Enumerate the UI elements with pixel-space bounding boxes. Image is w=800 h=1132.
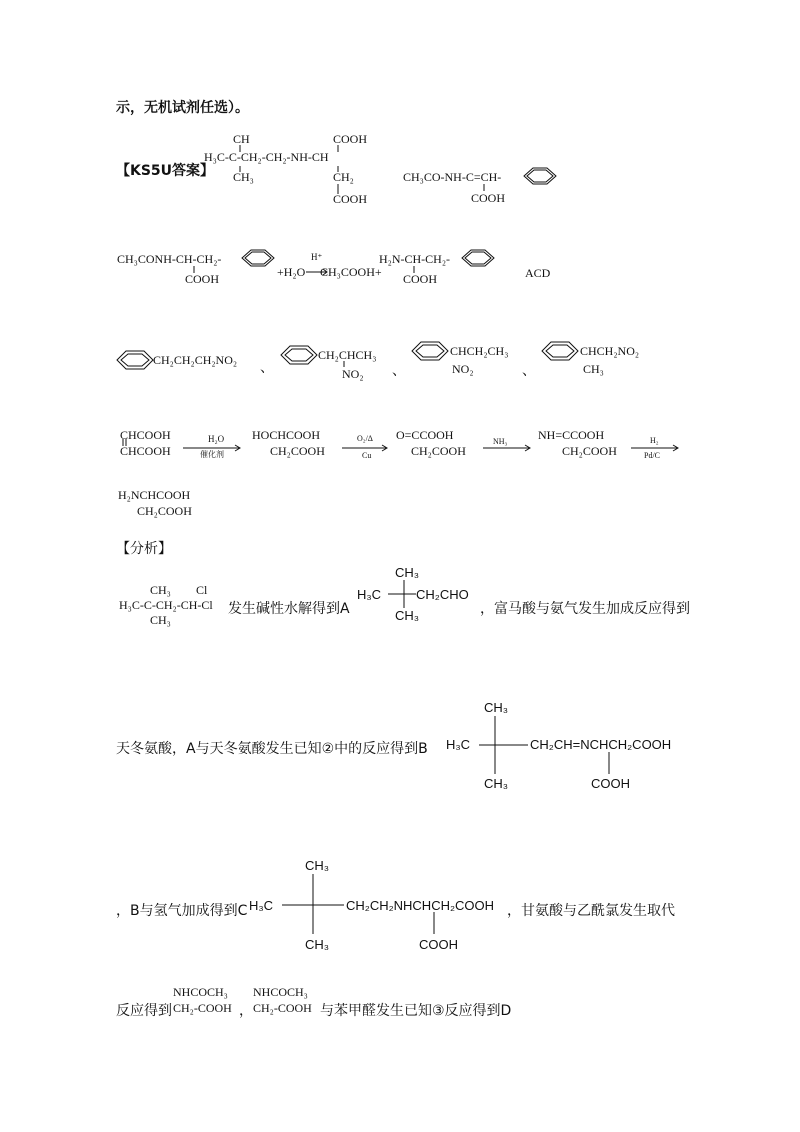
product-bonds <box>400 242 500 280</box>
separator: 、 <box>260 360 274 376</box>
answer-choice: ACD <box>525 266 551 280</box>
a3-text: ，B与氢气加成得到C <box>116 903 248 919</box>
a1-struct-bottom: CH₃ <box>150 613 171 627</box>
arrow-1-top: H₂O <box>208 434 225 444</box>
struct-b-main-chain: H₃C-C-CH₂-CH₂-NH-CH <box>204 150 329 164</box>
frag2-bottom: CH₂-COOH <box>253 1001 312 1015</box>
struct-b2-cooh: COOH <box>591 776 630 791</box>
a1-text: 发生碱性水解得到A <box>228 601 350 617</box>
synth-5-top: H₂NCHCOOH <box>118 488 191 502</box>
reaction-arrow-icon <box>482 444 534 452</box>
benzene-ring-icon <box>115 348 157 372</box>
arrow-4-bottom: Pd/C <box>644 451 661 460</box>
struct-d-bonds <box>470 160 560 200</box>
isomer-2-bottom: NO₂ <box>342 367 364 381</box>
struct-b2-bonds <box>476 714 626 778</box>
frag1-top: NHCOCH₃ <box>173 985 228 999</box>
a4-text: 反应得到 <box>116 1003 172 1019</box>
reactant-cooh: COOH <box>185 272 220 286</box>
a1-struct-middle: H₃C-C-CH₂-CH-Cl <box>119 598 213 612</box>
struct-b2-bottom: CH₃ <box>484 776 509 791</box>
separator: 、 <box>522 363 536 379</box>
struct-a-bonds <box>380 578 420 612</box>
a4-tail: 与苯甲醛发生已知③反应得到D <box>320 1003 512 1019</box>
struct-a-top: CH₃ <box>395 565 420 580</box>
struct-c-cooh: COOH <box>419 937 458 952</box>
struct-b2-right: CH₂CH=NCHCH₂COOH <box>530 737 672 752</box>
a3-tail: ，甘氨酸与乙酰氯发生取代 <box>507 903 675 919</box>
struct-c-bonds <box>270 872 470 938</box>
struct-a-left: H₃C <box>357 587 382 602</box>
separator: 、 <box>392 363 406 379</box>
struct-d-chain: CH₃CO-NH-C=CH- <box>403 170 502 184</box>
struct-b2-top: CH₃ <box>484 700 509 715</box>
analysis-tag: 【分析】 <box>116 541 172 557</box>
synth-2-top: HOCHCOOH <box>252 428 321 442</box>
benzene-ring-icon <box>410 339 452 363</box>
isomer-2-top: CH₂CHCH₃ <box>318 348 377 362</box>
synth-4-bottom: CH₂COOH <box>562 444 617 458</box>
struct-b-cooh-top: COOH <box>333 132 368 146</box>
a1-struct-cl: Cl <box>196 583 208 597</box>
isomer-3-bottom: NO₂ <box>452 362 474 376</box>
reactant-bonds <box>180 242 280 280</box>
frag2-top: NHCOCH₃ <box>253 985 308 999</box>
isomer-3-top: CHCH₂CH₃ <box>450 344 509 358</box>
a2-text: 天冬氨酸，A与天冬氨酸发生已知②中的反应得到B <box>116 741 428 757</box>
struct-c-left: H₃C <box>249 898 274 913</box>
arrow-2-top: O₂/Δ <box>357 434 373 443</box>
struct-b-cooh-bottom: COOH <box>333 192 368 206</box>
synth-1-top: CHCOOH <box>120 428 171 442</box>
benzene-ring-icon <box>279 343 321 367</box>
synth-3-top: O=CCOOH <box>396 428 454 442</box>
product-acid: CH₃COOH+ <box>320 265 382 279</box>
isomer-1: CH₂CH₂CH₂NO₂ <box>153 353 238 367</box>
answer-tag: 【KS5U答案】 <box>116 163 215 179</box>
struct-c-top: CH₃ <box>305 858 330 873</box>
struct-c-right: CH₂CH₂NHCHCH₂COOH <box>346 898 495 913</box>
struct-a-bottom: CH₃ <box>395 608 420 623</box>
synth-3-bottom: CH₂COOH <box>411 444 466 458</box>
reactant-chain: CH₃CONH-CH-CH₂- <box>117 252 222 266</box>
struct-a-right: CH₂CHO <box>416 587 469 602</box>
product-cooh: COOH <box>403 272 438 286</box>
plus-water: +H₂O <box>277 265 306 279</box>
arrow-3-top: NH₃ <box>493 437 508 446</box>
synth-5-bottom: CH₂COOH <box>137 504 192 518</box>
header-line: 示，无机试剂任选）。 <box>116 100 249 116</box>
arrow-1-bottom: 催化剂 <box>200 450 224 459</box>
synth-2-bottom: CH₂COOH <box>270 444 325 458</box>
synth-1-bottom: CHCOOH <box>120 444 171 458</box>
struct-b-bonds <box>200 128 370 212</box>
struct-c-bottom: CH₃ <box>305 937 330 952</box>
comma: ， <box>239 1003 253 1019</box>
isomer-4-bottom: CH₃ <box>583 362 604 376</box>
synth-1-double-bond <box>120 438 130 448</box>
frag1-bottom: CH₂-COOH <box>173 1001 232 1015</box>
benzene-ring-icon <box>540 339 582 363</box>
isomer-2-bond <box>340 360 350 370</box>
synth-4-top: NH=CCOOH <box>538 428 605 442</box>
struct-b-ch3-top: CH <box>233 132 250 146</box>
struct-d-cooh: COOH <box>471 191 506 205</box>
struct-b-ch2: CH₂ <box>333 170 354 184</box>
product-chain: H₂N-CH-CH₂- <box>379 252 451 266</box>
struct-b-ch3-bottom: CH₃ <box>233 170 254 184</box>
isomer-4-top: CHCH₂NO₂ <box>580 344 640 358</box>
arrow-2-bottom: Cu <box>362 451 372 460</box>
arrow-4-top: H₂ <box>650 436 659 445</box>
catalyst-label: H⁺ <box>311 252 323 262</box>
struct-b2-left: H₃C <box>446 737 471 752</box>
a1-tail: ，富马酸与氨气发生加成反应得到 <box>480 601 690 617</box>
a1-struct-top: CH₃ <box>150 583 171 597</box>
